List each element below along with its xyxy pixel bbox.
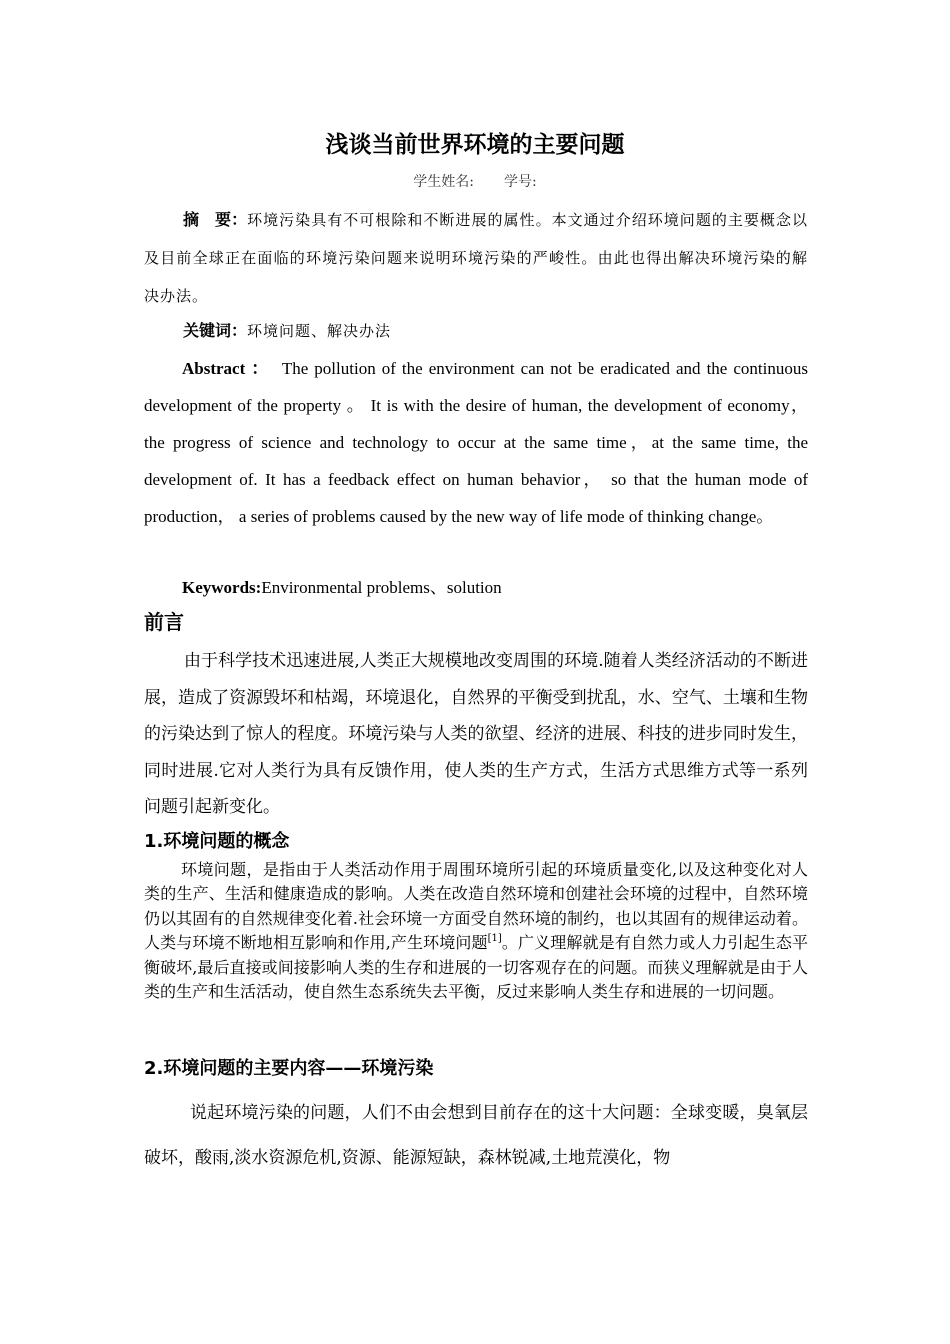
section2-heading: 2.环境问题的主要内容——环境污染: [144, 1058, 434, 1079]
keywords-cn-colon: ：: [231, 321, 248, 340]
abstract-en-label: Abstract ：: [182, 359, 271, 378]
citation-ref: [1]: [487, 933, 502, 945]
abstract-cn-label: 摘 要: [183, 210, 232, 229]
keywords-cn-text: 环境问题、解决办法: [247, 322, 392, 340]
abstract-cn-text: 环境污染具有不可根除和不断进展的属性。本文通过介绍环境问题的主要概念以及目前全球正在面临的环境污染问题来说明环境污染的严峻性。由此也得出解决环境污染的解决办法。: [144, 211, 808, 305]
keywords-cn-label: 关键词: [183, 321, 232, 340]
abstract-cn: [144, 201, 808, 315]
page-title: 浅谈当前世界环境的主要问题: [325, 132, 625, 158]
keywords-en-text: Environmental problems、solution: [261, 578, 502, 597]
section2-text: 说起环境污染的问题，人们不由会想到目前存在的这十大问题：全球变暖，臭氧层破坏，酸雨,淡水资源危机,资源、能源短缺，森林锐减,土地荒漠化，物: [144, 1103, 808, 1168]
abstract-cn-colon: ：: [231, 210, 248, 229]
keywords-en: [144, 577, 808, 599]
section1-text-b: 。广义理解就是有自然力或人力引起生态平衡破坏,最后直接或间接影响人类的生存和进展的一切客观存在的问题。而狭义理解就是由于人类的生产和生活活动，使自然生态系统失去平衡，反过来影响人类生存和进展的一切问题。: [144, 933, 808, 1002]
student-id-label: 学号:: [504, 174, 537, 190]
preface-text: 由于科学技术迅速进展,人类正大规模地改变周围的环境.随着人类经济活动的不断进展，造成了资源毁坏和枯竭，环境退化，自然界的平衡受到扰乱，水、空气、土壤和生物的污染达到了惊人的程度。环境污染与人类的欲望、经济的进展、科技的进步同时发生，同时进展.它对人类行为具有反馈作用，使人类的生产方式，生活方式思维方式等一系列问题引起新变化。: [144, 651, 808, 817]
section1-text-a: 环境问题，是指由于人类活动作用于周围环境所引起的环境质量变化,以及这种变化对人类的生产、生活和健康造成的影响。人类在改造自然环境和创建社会环境的过程中，自然环境仍以其固有的自然规律变化着.社会环境一方面受自然环境的制约，也以其固有的规律运动着。人类与环境不断地相互影响和作用,产生环境问题: [144, 860, 808, 953]
student-info: [0, 172, 950, 192]
section1-heading: 1.环境问题的概念: [144, 831, 290, 852]
preface-heading: 前言: [144, 610, 184, 634]
section1-text: [144, 858, 808, 1004]
student-name-label: 学生姓名:: [413, 174, 474, 190]
abstract-en: [144, 350, 808, 535]
keywords-cn: [144, 312, 808, 350]
keywords-en-label: Keywords:: [182, 578, 262, 597]
abstract-en-text: The pollution of the environment can not be eradicated and the continuous development of the property 。 It is with the desire of human, the development of economy， the progress of science and technology to occur at the same time，at the same time, the development of. It has a feedback effect on human behavior， so that the human mode of production， a series of problems caused by the new way of life mode of thinking change。: [144, 359, 808, 526]
